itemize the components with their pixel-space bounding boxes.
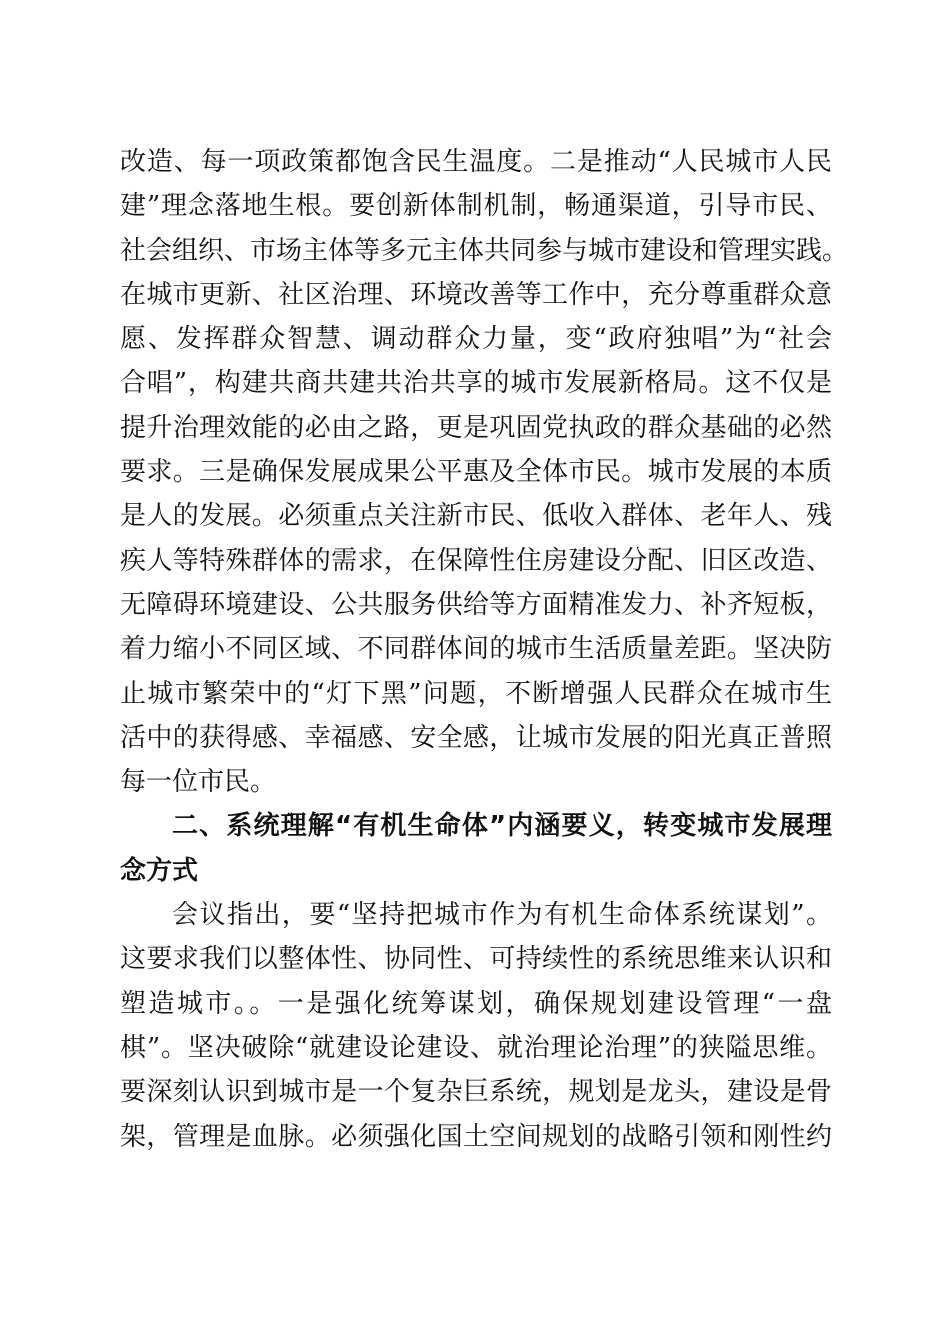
text-line: 社会组织、市场主体等多元主体共同参与城市建设和管理实践。 bbox=[120, 235, 849, 266]
text-line: 活中的获得感、幸福感、安全感，让城市发展的阳光真正普照 bbox=[120, 722, 832, 753]
section-heading-2 bbox=[120, 804, 832, 893]
text-line: 着力缩小不同区域、不同群体间的城市生活质量差距。坚决防 bbox=[120, 634, 832, 665]
text-line: 是人的发展。必须重点关注新市民、低收入群体、老年人、残 bbox=[120, 501, 832, 532]
heading-line: 二、系统理解“有机生命体”内涵要义，转变城市发展理 bbox=[172, 811, 832, 842]
text-line: 愿、发挥群众智慧、调动群众力量，变“政府独唱”为“社会 bbox=[120, 324, 832, 355]
text-line: 要深刻认识到城市是一个复杂巨系统，规划是龙头，建设是骨 bbox=[120, 1077, 832, 1108]
paragraph-organic-life bbox=[120, 893, 832, 1159]
text-line: 改造、每一项政策都饱含民生温度。二是推动“人民城市人民 bbox=[120, 147, 832, 177]
text-line: 会议指出，要“坚持把城市作为有机生命体系统谋划”。 bbox=[172, 900, 832, 931]
text-line: 要求。三是确保发展成果公平惠及全体市民。城市发展的本质 bbox=[120, 457, 832, 488]
heading-line: 念方式 bbox=[120, 855, 199, 886]
text-line: 合唱”，构建共商共建共治共享的城市发展新格局。这不仅是 bbox=[120, 368, 832, 399]
text-line: 棋”。坚决破除“就建设论建设、就治理论治理”的狭隘思维。 bbox=[120, 1032, 832, 1063]
text-line: 这要求我们以整体性、协同性、可持续性的系统思维来认识和 bbox=[120, 944, 832, 975]
text-line: 提升治理效能的必由之路，更是巩固党执政的群众基础的必然 bbox=[120, 412, 832, 443]
text-line: 无障碍环境建设、公共服务供给等方面精准发力、补齐短板， bbox=[120, 589, 832, 620]
text-line: 疾人等特殊群体的需求，在保障性住房建设分配、旧区改造、 bbox=[120, 545, 832, 576]
paragraph-people-city bbox=[120, 140, 849, 804]
text-line: 止城市繁荣中的“灯下黑”问题，不断增强人民群众在城市生 bbox=[120, 678, 832, 709]
text-line: 在城市更新、社区治理、环境改善等工作中，充分尊重群众意 bbox=[120, 279, 832, 310]
text-line: 建”理念落地生根。要创新体制机制，畅通渠道，引导市民、 bbox=[120, 191, 832, 222]
text-line: 每一位市民。 bbox=[120, 767, 277, 798]
document-body bbox=[120, 140, 849, 1159]
text-line: 架，管理是血脉。必须强化国土空间规划的战略引领和刚性约 bbox=[120, 1121, 832, 1152]
text-line: 塑造城市。。一是强化统筹谋划，确保规划建设管理“一盘 bbox=[120, 988, 832, 1019]
